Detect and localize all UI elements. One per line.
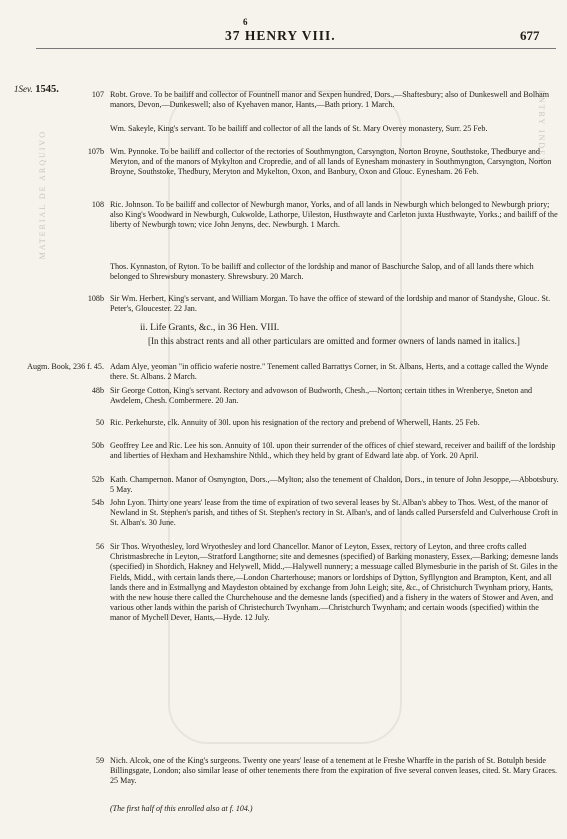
entry-text: Sir Wm. Herbert, King's servant, and William Morgan. To have the office of steward of the lordship and manor of Standyshe, Glouc. St. Peter's, Gloucester. 22 Jan. [110,294,551,314]
entry-ref: 54b [91,498,104,507]
entry-text: Nich. Alcok, one of the King's surgeons. Twenty one years' lease of a tenement at le Freshe Wharffe in the parish of St. Botulph beside Billingsgate, London; also similar lease of other tenements there from the expiration of five several conven leases, cited. St. Mary Graces. 25 May. [110,756,558,786]
right-margin-watermark: ENTRY INDEX [537,90,546,165]
entry-text: Wm. Sakeyle, King's servant. To be bailiff and collector of all the lands of St. Mary Overey monastery, Surr. 25 Feb. [110,124,488,133]
entry-ref: 48b [91,386,104,395]
entry-ref: 59 [95,756,104,765]
entry-text: Robt. Grove. To be bailiff and collector of Fountnell manor and Sexpen hundred, Dors.,—Shaftesbury; also of Dunkeswell and Bolham manors, Devon,—Dunkeswell; also of Kyehaven manor, Hants,—Bath priory. 1 March. [110,90,550,110]
header-superscript: 6 [243,17,248,27]
entry-text: Ric. Perkehurste, clk. Annuity of 30l. upon his resignation of the rectory and prebend of Wherwell, Hants. 25 Feb. [110,418,480,427]
header-rule [36,48,556,49]
section-heading: ii. Life Grants, &c., in 36 Hen. VIII. [140,322,280,333]
entry-ref: 50 [95,418,104,427]
page-header [0,17,567,46]
entry-text: John Lyon. Thirty one years' lease from the time of expiration of two several leases by St. Alban's abbey to Thos. West, of the manor of Newland in St. Stephen's parish, and tithes of St. Stephen's rectory in St. Alban's, and of lands called Pursersfeld and Culverhouse Croft in St. Alban's. 30 June. [110,498,558,528]
entry-ref: 52b [91,475,104,484]
margin-handwritten-note: 1Sev. [14,84,33,94]
enrolment-note: (The first half of this enrolled also at f. 104.) [110,804,253,813]
entry-text: Sir George Cotton, King's servant. Rectory and advowson of Budworth, Chesh.,—Norton; certain tithes in Wrenberye, Sneton and Awdelem, Chesh. Combermere. 20 Jan. [110,386,533,406]
entry-text: Wm. Pynnoke. To be bailiff and collector of the rectories of Southmyngton, Carsyngton, Norton Broyne, Southstoke, Thedburye and Meryton, and of the manors of Mykylton and Cropredie, and of all lands of Eynesham monastery in Southmyngton, Carsyngton, Norton Broyne, Southstoke, Thedbury, Meryton and Mykelton, Oxon, and Banbury, Oxon and Glouc. Eynesham. 26 Feb. [110,147,552,177]
left-margin-watermark: MATERIAL DE ARQUIVO [38,130,47,260]
entry-text: Kath. Champernon. Manor of Osmyngton, Dors.,—Mylton; also the tenement of Chaldon, Dors., in tenure of John Jesoppe,—Abbotsbury. 5 May. [110,475,559,495]
faded-watermark-seal [168,90,402,744]
entry-ref: 108 [91,200,104,209]
section-note: [In this abstract rents and all other particulars are omitted and former owners of lands named in italics.] [148,336,520,346]
page-title: 37 HENRY VIII. [225,28,336,43]
entry-ref: 107 [91,90,104,99]
entry-text: Ric. Johnson. To be bailiff and collector of Newburgh manor, Yorks, and of all lands in Newburgh which belonged to Newburgh priory; also King's Woodward in Newburgh, Cukwolde, Lathorpe, Uileston, Husthwayte and Carleton juxta Husthwayte, Yorks.; and bailiff of the liberty of Newburgh town; vice John Jenyns, dec. Newburgh. 1 March. [110,200,558,230]
entry-text: Geoffrey Lee and Ric. Lee his son. Annuity of 10l. upon their surrender of the offices of chief steward, receiver and bailiff of the lordship and liberties of Hexham and Hexhamshire Nthld., which they held by grant of Edward late abp. of York. 20 April. [110,441,556,461]
entry-ref: 107b [87,147,104,156]
year-label: 1545. [35,84,59,95]
entry-text: Thos. Kynnaston, of Ryton. To be bailiff and collector of the lordship and manor of Baschurche Salop, and of all lands there which belonged to Shrewsbury monastery. Shrewsbury. 20 March. [110,262,534,282]
entry-text: Sir Thos. Wryothesley, lord Wryothesley and lord Chancellor. Manor of Leyton, Essex, rectory of Leyton, and three crofts called Christmasbreche in Leyton,—Stratford Langthorne; site and demesnes (specified) of Barking monastery, Essex,—Barking; demesne lands (specified) in Shordich, Hakney and Helywell, Midd.,—Halywell nunnery; a messuage called Blymesburie in the parish of St. Giles in the Fields, Midd., with certain lands there,—London Charterhouse; manors or lordships of Dytton, Syfllyngton and Brampton, Kent, and all lands there and in Estmallyng and Maydeston obtained by exchange from John Leigh; site, &c., of Christchurch Twynham priory, Hants, with the new house there called the Churchehouse and the demesne lands (specified) and a fishery in the waters of Stower and Aven, and various other lands within the parish of Christechurch Twynham.—Christchurch Twynham; and certain woods (specified) within the manor of Mychell Dever, Hants,—Hyde. 12 July. [110,542,559,623]
entry-ref: Augm. Book, 236 f. 45. [27,362,104,371]
entry-ref: 56 [95,542,104,551]
page-number: 677 [520,28,540,43]
entry-ref: 108b [87,294,104,303]
entry-text: Adam Alye, yeoman "in officio waferie nostre." Tenement called Barrattys Corner, in St. Albans, Herts, and a cottage called the Wynde there. St. Albans. 2 March. [110,362,549,382]
entry-ref: 50b [91,441,104,450]
